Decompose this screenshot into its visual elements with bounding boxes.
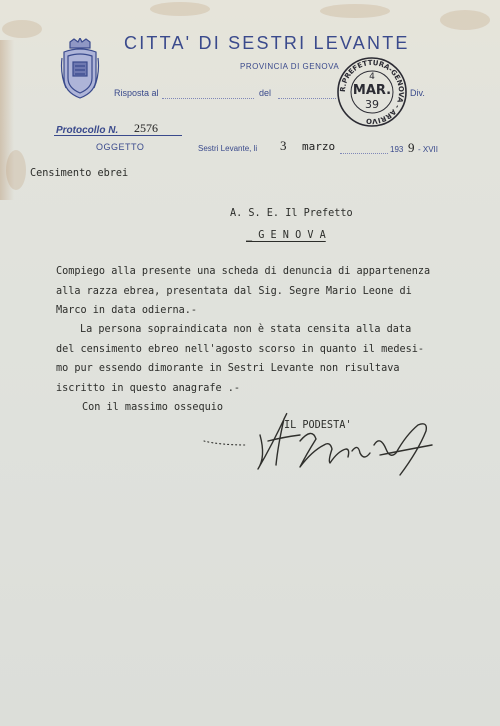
addressee-line-1: A. S. E. Il Prefetto [230, 208, 353, 219]
paper-stain [6, 150, 26, 190]
coat-of-arms-icon [60, 38, 100, 100]
year-suffix: - XVII [418, 145, 439, 154]
body-line: mo pur essendo dimorante in Sestri Levante non risultava [56, 363, 400, 374]
city-title: CITTA' DI SESTRI LEVANTE [124, 33, 410, 53]
body-line: Compiego alla presente una scheda di denuncia di appartenenza [56, 266, 431, 277]
year-prefix: 193 [390, 145, 404, 154]
signoff-title: IL PODESTA' [284, 420, 352, 431]
protocol-number: 2576 [134, 121, 158, 135]
subject-label: OGGETTO [96, 142, 145, 152]
protocol-rule [54, 135, 182, 136]
reply-label: Risposta al [114, 88, 159, 98]
of-line [278, 98, 336, 99]
protocol-label: Protocollo N. [56, 125, 119, 136]
reply-line [162, 98, 254, 99]
body-line: iscritto in questo anagrafe .- [56, 383, 241, 394]
subject-text: Censimento ebrei [30, 168, 129, 179]
stamp-day: 4 [369, 72, 375, 82]
handwritten-signature [200, 405, 440, 485]
body-line: alla razza ebrea, presentata dal Sig. Segre Mario Leone di [56, 286, 412, 297]
paper-stain [2, 20, 42, 38]
div-label: Div. [410, 88, 425, 98]
paper-stain [150, 2, 210, 16]
paper-stain [320, 4, 390, 18]
body-line: La persona sopraindicata non è stata censita alla data [80, 324, 412, 335]
body-line: del censimento ebreo nell'agosto scorso in quanto il medesi- [56, 344, 425, 355]
place-label: Sestri Levante, li [198, 144, 258, 153]
of-label: del [259, 88, 272, 98]
body-line: Con il massimo ossequio [82, 402, 224, 413]
stamp-year: 39 [365, 98, 379, 111]
date-day: 3 [280, 138, 287, 153]
date-line [340, 153, 388, 154]
arrival-stamp [336, 56, 408, 128]
date-month: marzo [302, 140, 336, 153]
addressee-line-2: _ G E N O V A [246, 230, 326, 241]
paper-stain [440, 10, 490, 30]
stamp-ring-text: R.PREFETTURA-GENOVA - ARRIVO [338, 58, 406, 126]
stamp-month: MAR. [352, 83, 392, 98]
year-digit: 9 [408, 140, 415, 155]
body-line: Marco in data odierna.- [56, 305, 198, 316]
province-label: PROVINCIA DI GENOVA [240, 62, 340, 71]
